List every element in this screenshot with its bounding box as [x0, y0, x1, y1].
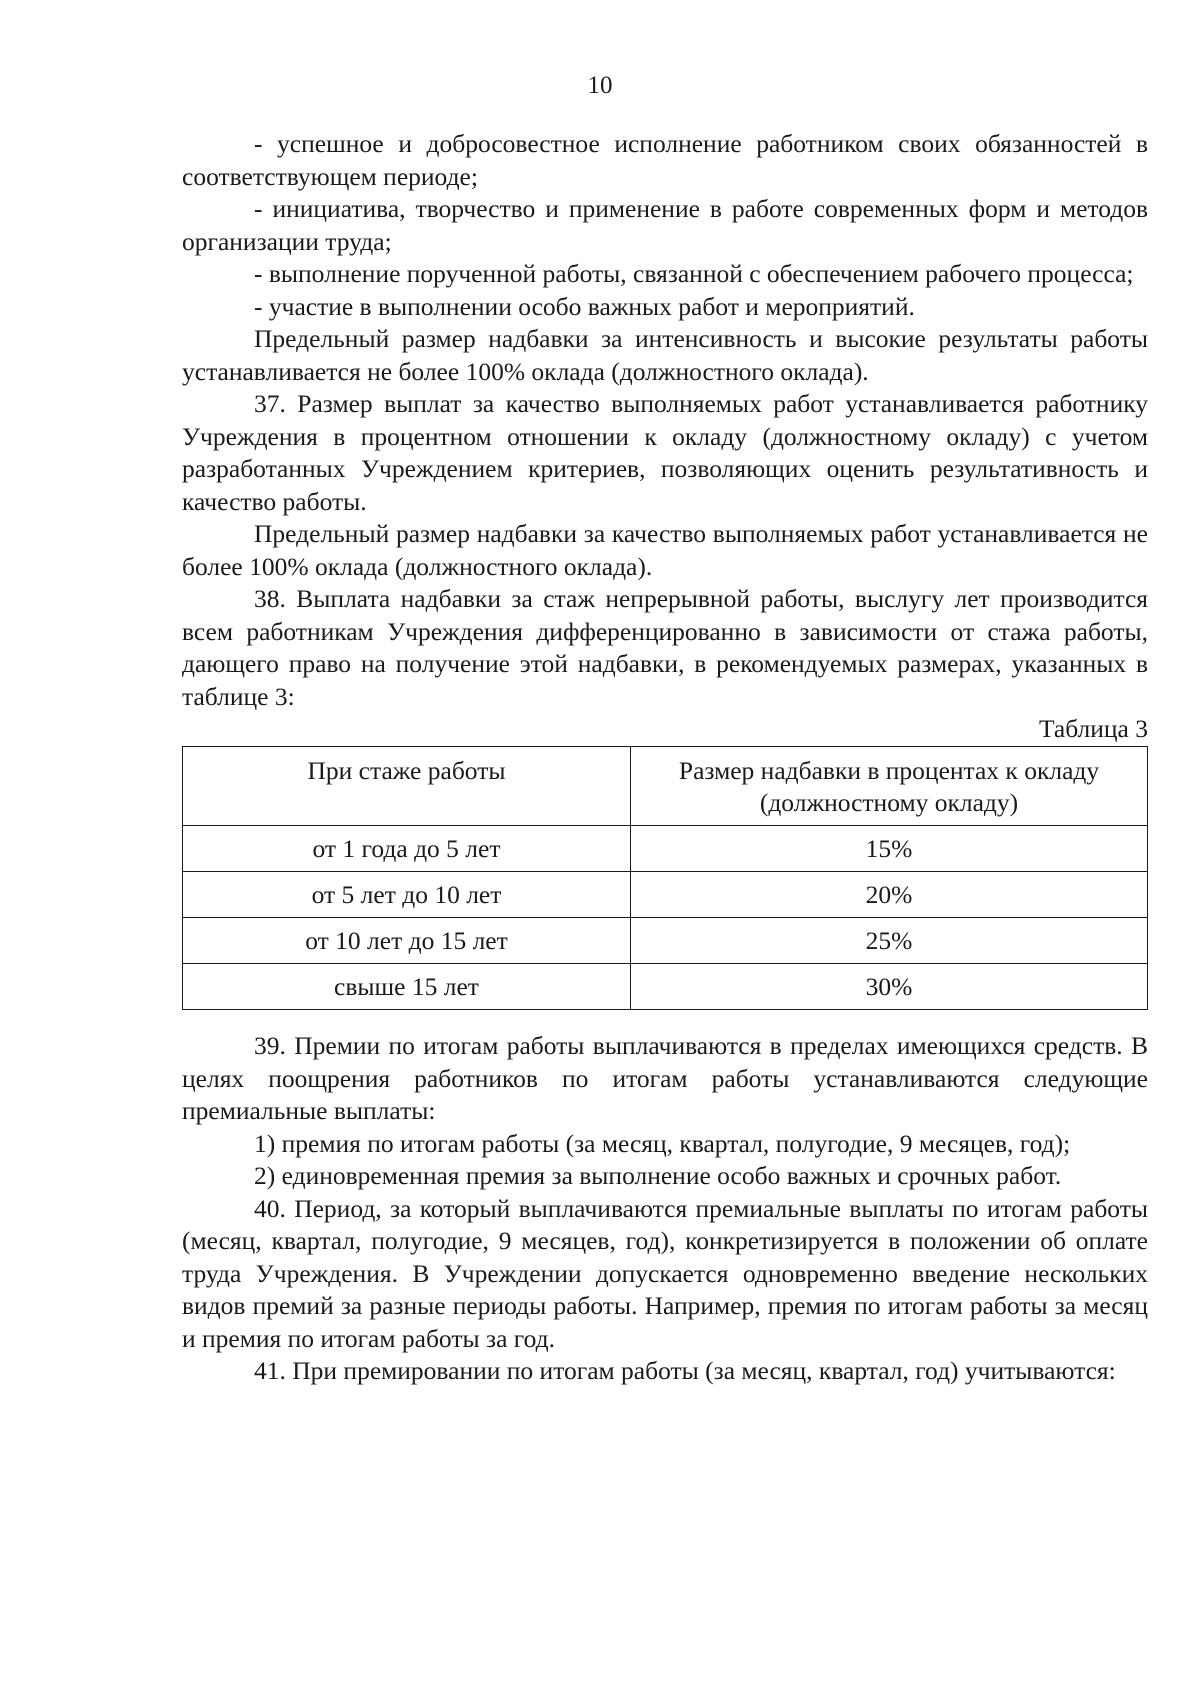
table-header-row	[183, 747, 1148, 826]
table-header-seniority: При стаже работы	[183, 747, 631, 826]
table-cell-bonus: 30%	[631, 964, 1148, 1010]
paragraph-criterion-success: - успешное и добросовестное исполнение работником своих обязанностей в соответствующем периоде;	[182, 129, 1148, 191]
table-cell-seniority: от 5 лет до 10 лет	[183, 872, 631, 918]
table-row	[183, 826, 1148, 872]
table-cell-seniority: свыше 15 лет	[183, 964, 631, 1010]
paragraph-criterion-initiative: - инициатива, творчество и применение в работе современных форм и методов организации труда;	[182, 194, 1148, 256]
paragraph-39-item-2: 2) единовременная премия за выполнение особо важных и срочных работ.	[254, 1161, 1062, 1190]
spacer	[182, 1010, 1148, 1030]
paragraph-38: 38. Выплата надбавки за стаж непрерывной работы, выслугу лет производится всем работникам Учреждения дифференцированно в зависимости от стажа работы, дающего право на получение этой надбавки, в рекомендуемых размерах, указанных в таблице 3:	[182, 584, 1148, 711]
paragraph-37: 37. Размер выплат за качество выполняемых работ устанавливается работнику Учреждения в процентном отношении к окладу (должностному окладу) с учетом разработанных Учреждением критериев, позволяющих оценить результативность и качество работы.	[182, 389, 1148, 516]
paragraph-intensity-limit: Предельный размер надбавки за интенсивность и высокие результаты работы устанавливается не более 100% оклада (должностного оклада).	[182, 324, 1148, 386]
paragraph-criterion-assigned-work: - выполнение порученной работы, связанной с обеспечением рабочего процесса;	[254, 259, 1134, 288]
page-number: 10	[587, 72, 613, 99]
table-cell-bonus: 15%	[631, 826, 1148, 872]
paragraph-39: 39. Премии по итогам работы выплачиваются в пределах имеющихся средств. В целях поощрения работников по итогам работы устанавливаются следующие премиальные выплаты:	[182, 1031, 1148, 1125]
document-body	[182, 128, 1148, 1388]
paragraph-40: 40. Период, за который выплачиваются премиальные выплаты по итогам работы (месяц, квартал, полугодие, 9 месяцев, год), конкретизируется в положении об оплате труда Учреждения. В Учреждении допускается одновременно введение нескольких видов премий за разные периоды работы. Например, премия по итогам работы за месяц и премия по итогам работы за год.	[182, 1193, 1148, 1353]
table-cell-seniority: от 10 лет до 15 лет	[183, 918, 631, 964]
paragraph-39-item-1: 1) премия по итогам работы (за месяц, квартал, полугодие, 9 месяцев, год);	[254, 1128, 1071, 1158]
paragraph-quality-limit: Предельный размер надбавки за качество выполняемых работ устанавливается не более 100% оклада (должностного оклада).	[182, 519, 1148, 581]
table-row	[183, 964, 1148, 1010]
paragraph-criterion-important-work: - участие в выполнении особо важных работ и мероприятий.	[254, 291, 915, 321]
table-cell-bonus: 20%	[631, 872, 1148, 918]
table-row	[183, 918, 1148, 964]
table-cell-seniority: от 1 года до 5 лет	[183, 826, 631, 872]
table-cell-bonus: 25%	[631, 918, 1148, 964]
paragraph-41: 41. При премировании по итогам работы (за месяц, квартал, год) учитываются:	[254, 1356, 1116, 1385]
table-header-bonus-size: Размер надбавки в процентах к окладу (должностному окладу)	[631, 747, 1148, 826]
table-row	[183, 872, 1148, 918]
table-caption: Таблица 3	[1038, 714, 1148, 743]
seniority-bonus-table	[182, 746, 1148, 1010]
